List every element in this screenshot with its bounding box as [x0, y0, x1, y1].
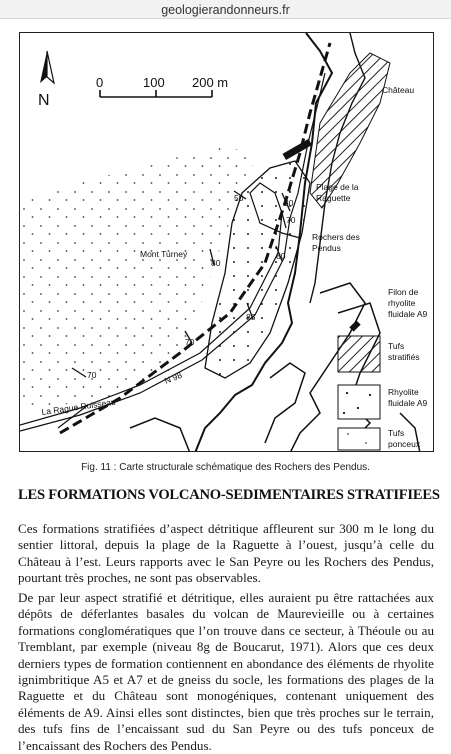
figure-caption: Fig. 11 : Carte structurale schématique des Rochers des Pendus.	[81, 462, 370, 473]
dip-label: 80	[211, 258, 221, 268]
dip-label: 50	[234, 193, 244, 203]
svg-text:stratifiés: stratifiés	[388, 352, 420, 362]
rochers-label-2: Pendus	[312, 243, 341, 253]
svg-text:Rhyolite: Rhyolite	[388, 387, 419, 397]
north-label: N	[38, 92, 50, 109]
dip-label: 70	[87, 370, 97, 380]
tufs-ponceux-swatch	[338, 428, 380, 450]
svg-text:fluidale A9: fluidale A9	[388, 309, 428, 319]
plage-label: Plage de la	[316, 182, 359, 192]
dip-label: 70	[185, 337, 195, 347]
structural-map-svg	[20, 33, 434, 452]
svg-text:rhyolite: rhyolite	[388, 298, 416, 308]
dip-label: 85	[246, 312, 256, 322]
svg-text:Filon de: Filon de	[388, 287, 419, 297]
section-title: LES FORMATIONS VOLCANO-SEDIMENTAIRES STRATIFIEES	[18, 487, 440, 503]
dip-label: 80	[284, 198, 294, 208]
mont-turney-label: Mont Turney	[140, 249, 188, 259]
bridge-marker	[283, 139, 312, 160]
chateau-label: Château	[382, 85, 415, 95]
tufs-stratifies-swatch	[338, 336, 380, 372]
svg-text:ponceux: ponceux	[388, 439, 421, 449]
dip-label: 80	[276, 251, 286, 261]
dip-label: 70	[286, 215, 296, 225]
map-legend	[338, 287, 427, 450]
svg-text:100: 100	[143, 75, 165, 90]
scale-bar	[96, 75, 228, 97]
plage-label-2: Raguette	[316, 193, 351, 203]
svg-text:200 m: 200 m	[192, 75, 229, 90]
paragraph-2: De par leur aspect stratifié et détritique, elles auraient pu être rattachées aux dépôts de déferlantes basales du volcan de Maurevieille ou à certaines formations conglomératiques que l’on trouve dans ce secteur, à Théoule ou au Tremblant, par exemple (niveau 8g de Boucarut, 1971). Alors que ces deux derniers types de formation contiennent en abondance des éléments de rhyolite ignimbritique A5 et A7 et de gneiss du socle, les formations des plages de la Raguette et du Château sont monogéniques, contenant uniquement des éléments de A9. Ainsi elles sont distinctes, bien que très proches sur le terrain, des tufs fins de l’encaissant sud du San Peyre ou des tufs ponceux de l’encaissant des Rochers des Pendus.	[18, 590, 434, 753]
ruisseau-label: La Rague Ruisseau	[40, 396, 117, 417]
rochers-label: Rochers des	[312, 232, 360, 242]
route-label: N 98	[163, 369, 184, 386]
north-arrow-icon	[38, 51, 54, 109]
svg-text:Tufs: Tufs	[388, 428, 405, 438]
structural-map-figure	[19, 32, 434, 452]
paragraph-1: Ces formations stratifiées d’aspect détritique affleurent sur 300 m le long du sentier littoral, depuis la plage de la Raguette à l’ouest, jusqu’à celle du Château à l’est. Leurs rapports avec le San Peyre ou les Rochers des Pendus, pourtant très proches, ne sont pas observables.	[18, 521, 434, 586]
site-domain: geologierandonneurs.fr	[161, 3, 290, 17]
svg-text:0: 0	[96, 75, 104, 90]
browser-url-bar[interactable]	[0, 0, 451, 19]
svg-text:fluidale A9: fluidale A9	[388, 398, 428, 408]
svg-text:Tufs: Tufs	[388, 341, 405, 351]
